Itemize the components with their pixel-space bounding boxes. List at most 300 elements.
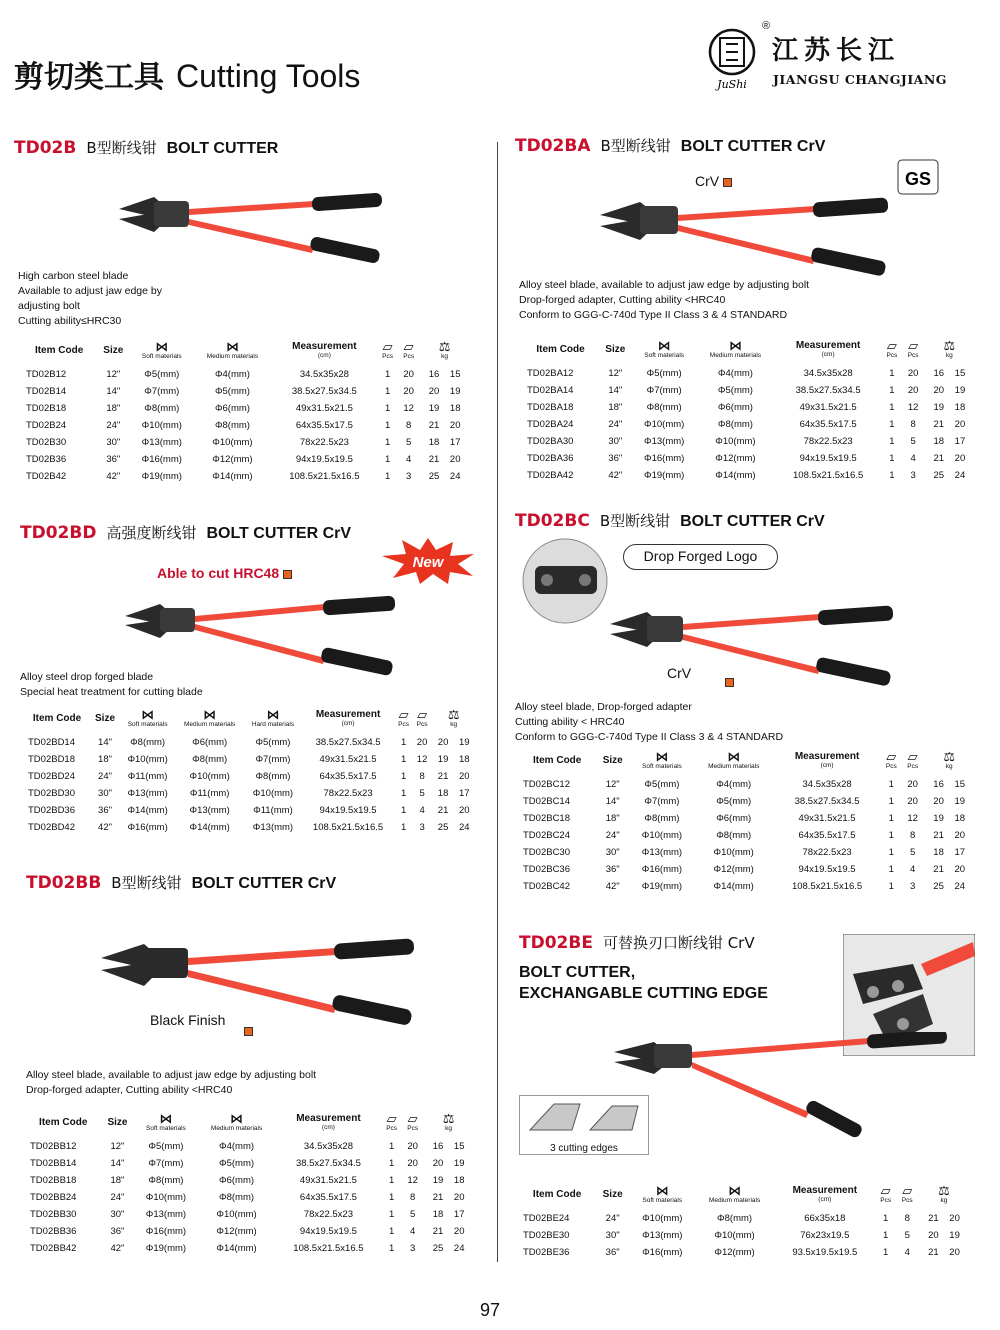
item-code-cell: TD02BB30 bbox=[30, 1209, 77, 1220]
table-row bbox=[519, 827, 975, 844]
spec-table bbox=[24, 702, 476, 836]
table-cell: 5 bbox=[410, 1209, 416, 1220]
section-td02b bbox=[14, 137, 484, 487]
table-cell: 14" bbox=[110, 1158, 125, 1169]
table-cell: Φ19(mm) bbox=[141, 471, 182, 482]
table-cell: 18" bbox=[110, 1175, 125, 1186]
table-cell: 34.5x35x28 bbox=[803, 368, 853, 379]
item-code-cell: TD02BB36 bbox=[30, 1226, 77, 1237]
table-cell: 108.5x21.5x16.5 bbox=[791, 881, 863, 892]
product-description bbox=[20, 670, 203, 700]
table-cell: 94x19.5x19.5 bbox=[319, 805, 377, 816]
table-cell: Φ8(mm) bbox=[192, 754, 228, 765]
table-cell: Φ10(mm) bbox=[714, 1230, 755, 1241]
table-cell: 1 bbox=[384, 437, 391, 448]
callout-marker bbox=[283, 570, 292, 579]
col-measurement: Measurement (cm) bbox=[315, 709, 381, 727]
table-cell: Φ16(mm) bbox=[145, 1226, 187, 1237]
item-code-cell: TD02BB42 bbox=[30, 1243, 77, 1254]
table-cell: Φ4(mm) bbox=[716, 779, 752, 790]
table-cell: Φ14(mm) bbox=[715, 470, 756, 481]
col-pcs-outer: ▱ Pcs bbox=[402, 1106, 423, 1138]
table-cell: 20 19 bbox=[428, 386, 461, 397]
table-cell: 8 bbox=[904, 1213, 910, 1224]
table-cell: Φ8(mm) bbox=[148, 1175, 184, 1186]
table-cell: 8 bbox=[910, 830, 916, 841]
col-size: Size bbox=[605, 343, 626, 355]
table-cell: 108.5x21.5x16.5 bbox=[289, 471, 360, 482]
name-line: EXCHANGABLE CUTTING EDGE bbox=[519, 985, 768, 1002]
table-cell: 1 bbox=[888, 847, 894, 858]
table-cell: 1 bbox=[888, 830, 894, 841]
bolt-cutter-image bbox=[595, 190, 915, 280]
product-code: TD02BC bbox=[515, 511, 590, 531]
table-cell: Φ13(mm) bbox=[641, 847, 683, 858]
table-cell: Φ16(mm) bbox=[642, 1247, 683, 1258]
table-cell: Φ10(mm) bbox=[145, 1192, 187, 1203]
table-cell: Φ19(mm) bbox=[644, 470, 685, 481]
bolt-cutter-image bbox=[114, 187, 414, 267]
table-cell: 1 bbox=[400, 771, 407, 782]
product-name-cn: 高强度断线钳 bbox=[106, 524, 197, 542]
table-cell: 5 bbox=[419, 788, 425, 799]
table-cell: 24" bbox=[608, 419, 623, 430]
col-soft: ⋈ Soft materials bbox=[130, 334, 193, 366]
table-cell: 1 bbox=[388, 1192, 395, 1203]
col-medium: ⋈ Medium materials bbox=[193, 334, 271, 366]
section-heading bbox=[515, 135, 825, 156]
table-cell: Φ5(mm) bbox=[717, 385, 753, 396]
table-cell: 3 bbox=[910, 470, 916, 481]
spec-table bbox=[523, 333, 975, 484]
table-cell: 1 bbox=[889, 470, 895, 481]
crv-callout: CrV bbox=[667, 665, 692, 681]
logo-closeup-image bbox=[517, 536, 617, 626]
table-cell: Φ8(mm) bbox=[255, 771, 291, 782]
table-cell: 21 20 bbox=[437, 771, 470, 782]
box-icon: ▱ bbox=[886, 748, 897, 764]
table-cell: 38.5x27.5x34.5 bbox=[295, 1158, 361, 1169]
table-cell: Φ5(mm) bbox=[644, 779, 680, 790]
table-cell: 1 bbox=[400, 737, 407, 748]
table-cell: 1 bbox=[384, 471, 391, 482]
table-row bbox=[523, 365, 975, 382]
table-cell: 49x31.5x21.5 bbox=[295, 403, 353, 414]
table-cell: 18 17 bbox=[428, 437, 461, 448]
box-icon: ▱ bbox=[880, 1182, 891, 1198]
table-row bbox=[26, 1223, 474, 1240]
spec-table bbox=[26, 1106, 474, 1257]
desc-line: Conform to GGG-C-740d Type II Class 3 & 4 STANDARD bbox=[519, 309, 788, 321]
table-row bbox=[523, 382, 975, 399]
item-code-cell: TD02BD42 bbox=[28, 822, 75, 833]
box-icon: ▱ bbox=[886, 337, 897, 353]
table-row bbox=[519, 1210, 970, 1227]
medium-cut-icon: ⋈ bbox=[728, 337, 742, 353]
table-cell: 21 20 bbox=[933, 830, 966, 841]
page-title-en: Cutting Tools bbox=[176, 58, 361, 94]
table-cell: 1 bbox=[388, 1175, 395, 1186]
table-cell: Φ4(mm) bbox=[214, 369, 250, 380]
table-cell: 24" bbox=[605, 1213, 620, 1224]
table-cell: 21 20 bbox=[933, 453, 966, 464]
table-row bbox=[523, 433, 975, 450]
table-cell: Φ12(mm) bbox=[714, 1247, 755, 1258]
table-row bbox=[22, 434, 470, 451]
table-cell: 19 18 bbox=[933, 402, 966, 413]
box-icon: ▱ bbox=[382, 338, 393, 354]
desc-line: Available to adjust jaw edge by bbox=[18, 285, 162, 297]
table-cell: 12 bbox=[416, 754, 428, 765]
item-code-cell: TD02BB12 bbox=[30, 1141, 77, 1152]
new-badge-icon bbox=[378, 536, 478, 586]
table-cell: 12 bbox=[407, 1175, 418, 1186]
table-cell: Φ5(mm) bbox=[148, 1141, 184, 1152]
table-cell: 1 bbox=[888, 796, 894, 807]
col-measurement: Measurement (cm) bbox=[795, 340, 861, 358]
table-cell: 94x19.5x19.5 bbox=[799, 453, 857, 464]
table-row bbox=[22, 400, 470, 417]
table-row bbox=[523, 399, 975, 416]
table-cell: 49x31.5x21.5 bbox=[799, 402, 857, 413]
table-cell: Φ12(mm) bbox=[715, 453, 756, 464]
table-cell: 21 20 bbox=[928, 1213, 960, 1224]
table-cell: 34.5x35x28 bbox=[299, 369, 349, 380]
desc-line: Alloy steel blade, available to adjust jaw edge by adjusting bolt bbox=[519, 279, 810, 291]
table-cell: Φ5(mm) bbox=[716, 796, 752, 807]
item-code-cell: TD02BA24 bbox=[527, 419, 574, 430]
table-cell: 1 bbox=[388, 1141, 395, 1152]
table-row bbox=[22, 417, 470, 434]
item-code-cell: TD02BE30 bbox=[523, 1230, 570, 1241]
item-code-cell: TD02BB14 bbox=[30, 1158, 77, 1169]
table-cell: 34.5x35x28 bbox=[303, 1141, 353, 1152]
item-code-cell: TD02BA30 bbox=[527, 436, 574, 447]
table-cell: Φ13(mm) bbox=[145, 1209, 187, 1220]
table-cell: 3 bbox=[406, 471, 412, 482]
name-line: BOLT CUTTER, bbox=[519, 964, 636, 981]
product-name-cn: B型断线钳 bbox=[111, 874, 182, 892]
col-item-code: Item Code bbox=[533, 754, 582, 766]
section-td02be bbox=[519, 932, 990, 1272]
col-pcs-outer: ▱ Pcs bbox=[398, 334, 419, 366]
table-cell: 38.5x27.5x34.5 bbox=[794, 796, 860, 807]
table-row bbox=[24, 785, 476, 802]
black-finish-callout: Black Finish bbox=[150, 1012, 226, 1028]
table-cell: Φ19(mm) bbox=[641, 881, 683, 892]
col-weight: ⚖ kg bbox=[923, 744, 975, 776]
table-cell: 4 bbox=[910, 864, 916, 875]
table-cell: 16 15 bbox=[428, 369, 461, 380]
desc-line: Drop-forged adapter, Cutting ability <HRC40 bbox=[26, 1084, 233, 1096]
table-cell: 4 bbox=[904, 1247, 910, 1258]
table-cell: 64x35.5x17.5 bbox=[295, 420, 353, 431]
item-code-cell: TD02B36 bbox=[26, 454, 67, 465]
table-cell: 78x22.5x23 bbox=[802, 847, 852, 858]
table-row bbox=[22, 468, 470, 485]
table-row bbox=[26, 1138, 474, 1155]
item-code-cell: TD02BC36 bbox=[523, 864, 570, 875]
table-row bbox=[519, 878, 975, 895]
table-cell: 3 bbox=[910, 881, 916, 892]
col-medium: ⋈ Medium materials bbox=[694, 744, 774, 776]
table-cell: 1 bbox=[883, 1213, 889, 1224]
table-cell: 36" bbox=[98, 805, 112, 816]
table-cell: 12 bbox=[403, 403, 414, 414]
table-row bbox=[26, 1172, 474, 1189]
table-cell: Φ10(mm) bbox=[642, 1213, 683, 1224]
table-cell: 1 bbox=[888, 881, 894, 892]
table-cell: 8 bbox=[910, 419, 916, 430]
table-cell: 24" bbox=[110, 1192, 125, 1203]
table-cell: Φ11(mm) bbox=[189, 788, 230, 799]
table-cell: 1 bbox=[883, 1230, 889, 1241]
table-row bbox=[519, 1244, 970, 1261]
desc-line: Alloy steel blade, Drop-forged adapter bbox=[515, 701, 692, 713]
scale-icon: ⚖ bbox=[943, 748, 956, 764]
table-row bbox=[26, 1206, 474, 1223]
section-td02bb bbox=[26, 872, 486, 1267]
table-cell: 20 bbox=[907, 368, 919, 379]
table-cell: 30" bbox=[98, 788, 112, 799]
table-cell: Φ10(mm) bbox=[216, 1209, 257, 1220]
table-cell: 36" bbox=[605, 864, 620, 875]
col-weight: ⚖ kg bbox=[419, 334, 470, 366]
desc-line: adjusting bolt bbox=[18, 300, 80, 312]
scale-icon: ⚖ bbox=[938, 1182, 950, 1198]
box-icon: ▱ bbox=[386, 1110, 397, 1126]
cutting-edges-panel bbox=[519, 1095, 649, 1155]
product-code: TD02BD bbox=[20, 523, 97, 543]
col-soft: ⋈ Soft materials bbox=[632, 333, 695, 365]
table-cell: 30" bbox=[106, 437, 121, 448]
table-cell: 30" bbox=[605, 847, 620, 858]
table-cell: Φ13(mm) bbox=[141, 437, 182, 448]
table-cell: 24" bbox=[106, 420, 121, 431]
col-medium: ⋈ Medium materials bbox=[696, 333, 775, 365]
item-code-cell: TD02BA36 bbox=[527, 453, 574, 464]
table-cell: 49x31.5x21.5 bbox=[319, 754, 377, 765]
callout-marker bbox=[725, 678, 734, 687]
col-pcs-outer: ▱ Pcs bbox=[902, 744, 923, 776]
col-weight: ⚖ kg bbox=[423, 1106, 474, 1138]
table-cell: Φ8(mm) bbox=[717, 1213, 753, 1224]
table-cell: 18 17 bbox=[933, 436, 966, 447]
table-cell: 36" bbox=[110, 1226, 125, 1237]
product-name-cn: B型断线钳 bbox=[599, 512, 671, 530]
table-cell: 5 bbox=[406, 437, 412, 448]
table-cell: 19 18 bbox=[437, 754, 470, 765]
table-cell: Φ8(mm) bbox=[214, 420, 250, 431]
table-row bbox=[519, 810, 975, 827]
table-cell: 18" bbox=[106, 403, 121, 414]
table-row bbox=[22, 383, 470, 400]
desc-line: Special heat treatment for cutting blade bbox=[20, 686, 203, 698]
product-code: TD02BA bbox=[515, 136, 591, 156]
col-soft: ⋈ Soft materials bbox=[120, 702, 175, 734]
desc-line: Alloy steel drop forged blade bbox=[20, 671, 154, 683]
spec-table bbox=[519, 1178, 970, 1261]
col-pcs-inner: ▱ Pcs bbox=[398, 706, 410, 728]
col-soft: ⋈ Soft materials bbox=[630, 1178, 694, 1210]
col-pcs-inner: ▱ Pcs bbox=[881, 744, 902, 776]
table-cell: Φ13(mm) bbox=[642, 1230, 683, 1241]
table-cell: 30" bbox=[605, 1230, 620, 1241]
table-cell: 21 20 bbox=[432, 1226, 465, 1237]
table-row bbox=[22, 451, 470, 468]
col-soft: ⋈ Soft materials bbox=[630, 744, 694, 776]
table-cell: 3 bbox=[419, 822, 425, 833]
table-cell: 38.5x27.5x34.5 bbox=[315, 737, 381, 748]
table-cell: 18 17 bbox=[432, 1209, 465, 1220]
table-cell: Φ10(mm) bbox=[189, 771, 230, 782]
boxes-icon: ▱ bbox=[417, 706, 428, 722]
table-cell: 21 20 bbox=[437, 805, 470, 816]
item-code-cell: TD02BD14 bbox=[28, 737, 75, 748]
table-cell: 49x31.5x21.5 bbox=[798, 813, 856, 824]
table-row bbox=[523, 467, 975, 484]
col-pcs-outer: ▱ Pcs bbox=[903, 333, 924, 365]
desc-line: Drop-forged adapter, Cutting ability <HRC40 bbox=[519, 294, 726, 306]
table-cell: 42" bbox=[608, 470, 623, 481]
blade-edges-icon bbox=[520, 1096, 648, 1138]
soft-cut-icon: ⋈ bbox=[159, 1110, 173, 1126]
table-cell: 5 bbox=[910, 436, 916, 447]
item-code-cell: TD02BD24 bbox=[28, 771, 75, 782]
table-cell: 20 bbox=[416, 737, 428, 748]
table-cell: 14" bbox=[98, 737, 112, 748]
item-code-cell: TD02BA12 bbox=[527, 368, 574, 379]
table-cell: 20 19 bbox=[928, 1230, 960, 1241]
table-cell: Φ14(mm) bbox=[216, 1243, 257, 1254]
table-cell: Φ10(mm) bbox=[212, 437, 253, 448]
table-cell: 20 19 bbox=[933, 796, 966, 807]
table-cell: 20 bbox=[407, 1141, 418, 1152]
spec-table bbox=[519, 744, 975, 895]
table-cell: Φ10(mm) bbox=[127, 754, 168, 765]
col-measurement: Measurement (cm) bbox=[794, 751, 860, 769]
boxes-icon: ▱ bbox=[908, 337, 919, 353]
box-icon: ▱ bbox=[398, 706, 409, 722]
table-cell: Φ10(mm) bbox=[644, 419, 685, 430]
table-cell: 25 24 bbox=[432, 1243, 465, 1254]
table-cell: 19 18 bbox=[432, 1175, 465, 1186]
table-cell: 25 24 bbox=[933, 470, 966, 481]
table-cell: Φ14(mm) bbox=[713, 881, 754, 892]
table-cell: 21 20 bbox=[928, 1247, 960, 1258]
table-cell: 38.5x27.5x34.5 bbox=[291, 386, 357, 397]
bolt-cutter-image bbox=[120, 592, 410, 677]
table-cell: Φ7(mm) bbox=[148, 1158, 184, 1169]
table-cell: 16 15 bbox=[432, 1141, 465, 1152]
table-cell: 21 20 bbox=[428, 420, 461, 431]
col-item-code: Item Code bbox=[39, 1116, 88, 1128]
table-cell: 1 bbox=[388, 1243, 395, 1254]
jushi-seal-icon bbox=[700, 20, 770, 95]
table-cell: 78x22.5x23 bbox=[803, 436, 853, 447]
table-row bbox=[26, 1189, 474, 1206]
table-cell: 24" bbox=[98, 771, 112, 782]
table-cell: 4 bbox=[419, 805, 425, 816]
table-cell: 49x31.5x21.5 bbox=[299, 1175, 357, 1186]
desc-line: Conform to GGG-C-740d Type II Class 3 & 4 STANDARD bbox=[515, 731, 784, 743]
table-row bbox=[523, 450, 975, 467]
table-cell: Φ19(mm) bbox=[145, 1243, 187, 1254]
product-name-cn: B型断线钳 bbox=[86, 139, 157, 157]
col-item-code: Item Code bbox=[532, 1188, 582, 1200]
item-code-cell: TD02BA18 bbox=[527, 402, 574, 413]
col-measurement: Measurement (cm) bbox=[296, 1113, 361, 1131]
product-description bbox=[519, 278, 809, 323]
table-cell: 78x22.5x23 bbox=[323, 788, 373, 799]
col-medium: ⋈ Medium materials bbox=[694, 1178, 774, 1210]
table-cell: Φ6(mm) bbox=[716, 813, 752, 824]
table-cell: 66x35x18 bbox=[804, 1213, 846, 1224]
table-cell: 14" bbox=[608, 385, 623, 396]
table-cell: 12" bbox=[110, 1141, 125, 1152]
table-cell: Φ8(mm) bbox=[644, 813, 680, 824]
table-cell: 1 bbox=[888, 864, 894, 875]
section-td02bd bbox=[20, 522, 490, 842]
product-name-cn: 可替换刃口断线钳 CrV bbox=[602, 934, 755, 952]
table-cell: Φ8(mm) bbox=[717, 419, 753, 430]
table-cell: 5 bbox=[904, 1230, 910, 1241]
column-divider bbox=[497, 142, 498, 1262]
table-row bbox=[24, 768, 476, 785]
table-cell: 36" bbox=[106, 454, 121, 465]
soft-cut-icon: ⋈ bbox=[655, 748, 669, 764]
table-cell: 16 15 bbox=[933, 368, 966, 379]
item-code-cell: TD02BB18 bbox=[30, 1175, 77, 1186]
item-code-cell: TD02BC18 bbox=[523, 813, 570, 824]
col-medium: ⋈ Medium materials bbox=[197, 1106, 275, 1138]
table-cell: 76x23x19.5 bbox=[800, 1230, 850, 1241]
item-code-cell: TD02BC12 bbox=[523, 779, 570, 790]
table-cell: Φ6(mm) bbox=[219, 1175, 255, 1186]
table-cell: 12" bbox=[106, 369, 121, 380]
product-name-cn: B型断线钳 bbox=[600, 137, 671, 155]
table-cell: 78x22.5x23 bbox=[303, 1209, 353, 1220]
table-cell: 1 bbox=[883, 1247, 889, 1258]
table-cell: 20 bbox=[403, 386, 414, 397]
item-code-cell: TD02BC24 bbox=[523, 830, 570, 841]
table-cell: 18" bbox=[605, 813, 620, 824]
svg-text:GS: GS bbox=[904, 169, 932, 189]
table-cell: Φ12(mm) bbox=[713, 864, 754, 875]
table-cell: 1 bbox=[384, 386, 391, 397]
table-cell: 1 bbox=[400, 805, 407, 816]
table-cell: 1 bbox=[388, 1158, 395, 1169]
table-cell: 30" bbox=[608, 436, 623, 447]
table-cell: Φ14(mm) bbox=[212, 471, 253, 482]
table-cell: Φ13(mm) bbox=[252, 822, 294, 833]
soft-cut-icon: ⋈ bbox=[155, 338, 169, 354]
scale-icon: ⚖ bbox=[442, 1110, 455, 1126]
col-size: Size bbox=[103, 344, 124, 356]
table-cell: Φ11(mm) bbox=[253, 805, 293, 816]
bolt-cutter-image bbox=[609, 1032, 979, 1152]
table-cell: 64x35.5x17.5 bbox=[299, 1192, 357, 1203]
product-description bbox=[515, 700, 783, 745]
table-cell: Φ7(mm) bbox=[255, 754, 291, 765]
table-cell: 19 18 bbox=[933, 813, 966, 824]
table-cell: Φ14(mm) bbox=[127, 805, 168, 816]
table-cell: Φ14(mm) bbox=[189, 822, 230, 833]
col-item-code: Item Code bbox=[32, 712, 82, 724]
col-weight: ⚖ kg bbox=[918, 1178, 970, 1210]
table-cell: 18" bbox=[608, 402, 623, 413]
table-cell: 20 bbox=[907, 385, 919, 396]
